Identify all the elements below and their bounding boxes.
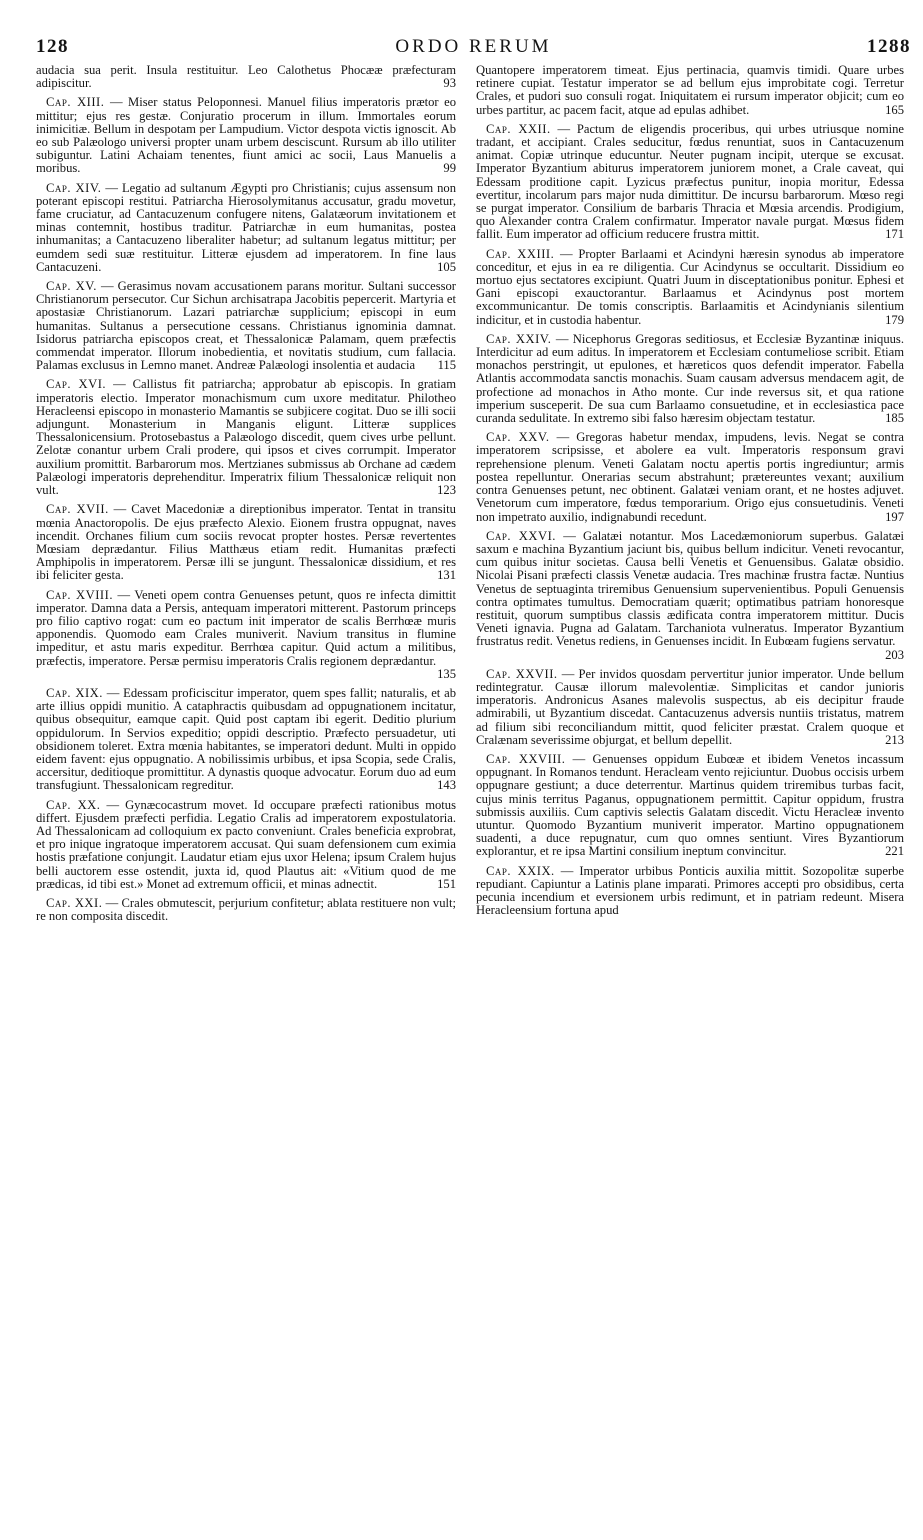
page-number-left: 128 [36, 36, 69, 57]
chapter-label: Cap. XXIII. [486, 246, 555, 261]
chapter-summary: — Gynæcocastrum movet. Id occupare præfecti rationibus motus differt. Ejusdem præfecti perfidia. Legatio Cralis ad imperatorem expostulatoria. Ad Thessalonicam ad colloquium ex pacto conveniunt. Crales beneficia exprobrat, et pro inique ingratoque imperatorem accusat. Qui suam defensionem cum eximia hostis præfatione conjungit. Laudatur etiam ejus uxor Helena; ipsum Cralem hujus belli auctorem esse ostendit, juxta id, quod Plautus ait: «Vitium quod de me prædicas, id tibi est.» Monet ad extremum officii, et minas adnectit. [36, 797, 456, 891]
chapter-entry [36, 64, 456, 90]
chapter-summary: — Callistus fit patriarcha; approbatur ab episcopis. In gratiam imperatoris electio. Imperator monachismum cum uxore meditatur. Philotheo Heracleensi episcopo in monasterio Mamantis se subjicere cogitat. Duo se illi socii adjungunt. Monasterium in Manganis eligunt. Litteræ supplices Thessalonicensium. Protosebastus a Palæologo discedit, quem cives urbe pellunt. Zelotæ conantur urbem Crali prodere, qui ipsos et cives corrumpit. Imperator auxilium promittit. Barbarorum mos. Mertzianes submissus ab Orchane ad cædem Palæologi imperatoris deprehenditur. Imperatrix filium Thessalonicæ reliquit non vult. [36, 377, 456, 498]
chapter-summary: audacia sua perit. Insula restituitur. Leo Calothetus Phocææ præfecturam adipiscitur. [36, 64, 456, 91]
chapter-entry [36, 503, 456, 582]
chapter-entry [476, 248, 904, 327]
page-reference: 99 [443, 161, 456, 176]
chapter-summary: — Propter Barlaami et Acindyni hæresin synodus ab imperatore conceditur, et ejus in ea re diligentia. Cur Acindynus se occultarit. Dissidium eo mortuo ejus sectatores excipiunt. Quatri Juum in disceptationibus ponitur. Ephesi et Gani episcopi exauctorantur. Barlaamus et Acindynus post mortem excommunicantur. De tomis conscriptis. Barlaamitis et Acindynianis silentium indicitur, et in custodia habentur. [476, 246, 904, 327]
chapter-label: Cap. XXVIII. [486, 751, 566, 766]
chapter-entry [476, 753, 904, 859]
page-number-right: 1288 [867, 36, 911, 57]
chapter-entry [36, 378, 456, 497]
page-reference: 221 [885, 844, 904, 859]
chapter-label: Cap. XV. [46, 279, 97, 294]
page-reference: 179 [885, 312, 904, 327]
page-reference: 105 [437, 259, 456, 274]
chapter-summary: — Pactum de eligendis proceribus, qui urbes utriusque nomine tradant, et accipiant. Crales seducitur, fœdus renuntiat, suos in Cantacuzenum animat. Copiæ utrinque educuntur. Neuter pugnam incipit, uterque se excusat. Imperator Byzantium abiturus imperatorem juniorem monet, a Crale caveat, qui Edessam proditione capit. Lyzicus præfectus punitur, inopia moritur, Edessa evertitur, incolarum pars major nuda dimittitur. De incursu barbarorum. Mœso regi se purgat imperator. Consilium de barbaris Thracia et Mœsia arcendis. Prodigium, quo Alexander contra Cralem confirmatur. Imperator navale purgat. Mœsus fidem fallit. Eum imperator ad officium reducere frustra mittit. [476, 121, 904, 242]
chapter-label: Cap. XXIV. [486, 331, 552, 346]
chapter-label: Cap. XXVI. [486, 528, 556, 543]
chapter-summary: — Per invidos quosdam pervertitur junior imperator. Unde bellum redintegratur. Causæ illorum malevolentiæ. Simplicitas et candor junioris imperatoris. Andronicus Asanes malevolis suspectus, ab eis decipitur fraude admirabili, ut Byzantium discedat. Cantacuzenus adversis nuntiis tristatus, matrem ad filium sibi reconciliandum mittit, quod feliciter præstat. Cralem quoque et Cralænam severissime objurgat, et bellum depellit. [476, 666, 904, 747]
chapter-summary: — Legatio ad sultanum Ægypti pro Christianis; cujus assensum non poterant episcopi restitui. Patriarcha Hierosolymitanus accusatur, gradu movetur, fame cruciatur, ad Cantacuzenum confugere nitens, Galatæorum invitationem et minas contemnit, hostibus traditur. Patriarchæ in eum humanitas, postea inhumanitas; a Cantacuzeno liberaliter habetur; ad sultanum legatus mittitur; per eumdem sedi suæ restituitur. Litteræ ejusdem ad imperatorem. In fine laus Cantacuzeni. [36, 180, 456, 274]
chapter-summary: — Galatæi notantur. Mos Lacedæmoniorum superbus. Galatæi saxum e machina Byzantium jaciunt bis, quibus bellum indicitur. Veneti revocantur, cum quibus initur societas. Causa belli Venetis et Genuensibus. Galatæ obsidio. Nicolai Pisani præfecti classis Venetæ audacia. Tres machinæ frustra factæ. Nuntius Venetus de septuaginta triremibus Genuensium supervenientibus. Populi Genuensis contra optimates tumultus. Democratiam quærit; optimatibus patriam honoresque restituit, quorum sumptibus classis ædificata contra imperatorem mittitur. Ducis Veneti ignavia. Pugna ad Galatam. Tarchaniota vulneratus. Imperator Byzantium frustratus redit. Venetus rediens, in Genuenses incidit. In Eubœam fugiens servatur. [476, 528, 904, 649]
chapter-summary: — Gregoras habetur mendax, impudens, levis. Negat se contra imperatorem scripsisse, et abolere ea vult. Imperatoris responsum gravi reprehensione plenum. Veneti Galatam noctu apertis portis ingrediuntur; armis postea repelluntur. Onerarias secum abstrahunt; prætereuntes vexant; auxilium contra Genuenses petunt, nec obtinent. Galatæi veniam orant, et ne hostes adjuvet. Venetorum cum imperatore, fœdus temporarium. Origo ejus consuetudinis. Veneti non impetrato auxilio, indignabundi recedunt. [476, 430, 904, 524]
chapter-summary: — Nicephorus Gregoras seditiosus, et Ecclesiæ Byzantinæ iniquus. Interdicitur ad eum aditus. In imperatorem et Ecclesiam contumeliose scribit. Etiam monachos perstringit, ut epulones, et hæreticos quos defendit imperator. Fabella Atlantis accommodata sanctis monachis. Suam causam adversus mendacem agit, de profectione ad monachos in Atho monte. Cur inde reversus sit, et qua ratione imperium susceperit. De sua cum Barlaamo consuetudine, et in ecclesiastica pace curanda sedulitate. In extremo sibi falso hæresim objectam testatur. [476, 331, 904, 426]
chapter-label: Cap. XVII. [46, 502, 109, 517]
chapter-summary: — Cavet Macedoniæ a direptionibus imperator. Tentat in transitu mœnia Anactoropolis. De ejus præfecto Alexio. Eionem frustra oppugnat, naves incendit. Orchanes filium cum sociis revocat propter hostes. Persæ revertentes Mœsiam deprædantur. Filius Matthæus etiam redit. Humanitas præfecti Amphipolis in imperatorem. Persæ illi se jungunt. Thessalonicæ dissidium, et res ibi feliciter gesta. [36, 502, 456, 583]
chapter-label: Cap. XXII. [486, 121, 551, 136]
chapter-entry [36, 589, 456, 681]
chapter-summary: — Edessam proficiscitur imperator, quem spes fallit; naturalis, et ab arte illius oppidi munitio. A cataphractis quibusdam ad oppugnationem incitatur, quibus obsequitur, eamque capit. Quid post captam ibi egerit. Deditio plurium oppidulorum. In Servios expeditio; oppidi descriptio. Præfecto persuadetur, uti obsidionem toleret. Extra mœnia habitantes, se imperatori dedunt. Multi in oppido eidem favent: ejus oppugnatio. A nobilissimis urbibus, et ipsa Scopia, sede Cralis, accersitur, deditioque promittitur. A dynastis quoque advocatur. Eorum duo ad eum transfugiunt. Thessalonicam regreditur. [36, 685, 456, 793]
chapter-summary: — Miser status Peloponnesi. Manuel filius imperatoris prætor eo mittitur; ejus res gestæ. Conjuratio procerum in illum. Immortales eorum inimicitiæ. Bellum in despotam per Lampudium. Victor despota victis ignoscit. Ab eo sub Palæologo universi propter unam urbem desciscunt. Rursum ab illo utiliter subiguntur. Latini Achaiam tenentes, fiunt amici ac socii, Laus Manuelis a moribus. [36, 95, 456, 176]
page-reference: 131 [437, 568, 456, 583]
right-column [476, 64, 904, 1524]
chapter-entry [36, 96, 456, 175]
page-reference: 123 [437, 483, 456, 498]
chapter-entry [476, 865, 904, 918]
chapter-summary: — Genuenses oppidum Eubœæ et ibidem Venetos incassum oppugnant. In Romanos tendunt. Heracleam vento rejiciuntur. Duobus occisis urbem oppugnare gestiunt; a duce deterrentur. Martinus quidem triremibus turbas facit, cujus minis territus Paganus, oppugnationem permittit. Capitur oppidum, frustra submissis auxiliis. Cum captivis selectis Galatam discedit. Victu Heracleæ invento utuntur. Quomodo Byzantium muniverit imperator. Martino oppugnationem suadenti, a duce repugnatur, cum quo omnes sentiunt. Vires Byzantiorum explorantur, et re ipsa Martini consilium ineptum convincitur. [476, 751, 904, 859]
chapter-entry [476, 123, 904, 242]
page-reference: 143 [437, 778, 456, 793]
chapter-entry [36, 687, 456, 793]
chapter-summary: — Imperator urbibus Ponticis auxilia mittit. Sozopolitæ superbe repudiant. Capiuntur a Latinis plane imparati. Primores accepti pro obsidibus, certa pecunia incendium et eversionem urbis redimunt, et in patriam redeunt. Misera Heracleensium fortuna apud [476, 863, 904, 918]
chapter-label: Cap. XXV. [486, 430, 550, 445]
chapter-entry [476, 668, 904, 747]
chapter-label: Cap. XIX. [46, 685, 103, 700]
chapter-label: Cap. XXIX. [486, 863, 555, 878]
chapter-label: Cap. XIV. [46, 180, 102, 195]
chapter-label: Cap. XVIII. [46, 587, 113, 602]
chapter-summary: — Gerasimus novam accusationem parans moritur. Sultani successor Christianorum persecutor. Cur Sichun archisatrapa Jacobitis pepercerit. Martyria et apostasiæ Christianorum. Lazari patriarchæ supplicium; episcopi in eum humanitas. Sultanus a persecutione cessans. Christianus ignominia damnat. Isidorus patriarcha episcopos creat, et Thessalonicæ Palamam, quem præfectis commendat imperator. Illorum inobedientia, et novitatis studium, cum fallacia. Palamas exclusus in Lemno manet. Andreæ Palæologi insolentia et audacia [36, 279, 456, 373]
page-reference: 165 [885, 102, 904, 117]
running-title: ORDO RERUM [395, 36, 552, 57]
chapter-summary: — Crales obmutescit, perjurium confitetur; ablata restituere non vult; re non composita discedit. [36, 895, 456, 924]
chapter-label: Cap. XXVII. [486, 666, 558, 681]
left-column [36, 64, 456, 1524]
page-reference: 135 [437, 666, 456, 681]
chapter-summary: Quantopere imperatorem timeat. Ejus pertinacia, quamvis timidi. Quare urbes retinere cupiat. Testatur imperator se ad bellum ejus improbitate cogi. Terretur Crales, et pudori suo consuli rogat. Iniquitatem ei rursum imperator objicit; cum eo urbes partitur, ac pacem facit, atque ad epulas adhibet. [476, 64, 904, 117]
chapter-label: Cap. XXI. [46, 895, 103, 910]
chapter-label: Cap. XVI. [46, 377, 107, 392]
chapter-entry [36, 799, 456, 891]
chapter-entry [476, 431, 904, 523]
chapter-entry [36, 182, 456, 274]
page-reference: 203 [885, 647, 904, 662]
page-reference: 115 [437, 358, 456, 373]
page-reference: 93 [443, 76, 456, 91]
chapter-label: Cap. XIII. [46, 95, 105, 110]
chapter-entry [36, 897, 456, 923]
chapter-entry [36, 280, 456, 372]
page-reference: 151 [437, 876, 456, 891]
page-reference: 213 [885, 732, 904, 747]
chapter-label: Cap. XX. [46, 797, 101, 812]
page-reference: 185 [885, 411, 904, 426]
chapter-entry [476, 64, 904, 117]
page-header [36, 36, 911, 62]
chapter-entry [476, 333, 904, 425]
page-reference: 197 [885, 509, 904, 524]
page-reference: 171 [885, 227, 904, 242]
chapter-summary: — Veneti opem contra Genuenses petunt, quos re infecta dimittit imperator. Damna data a Persis, antequam imperatori mitterent. Pastorum princeps pro filio captivo rogat: cum eo pactum init imperator de scalis Berrhœæ muris apponendis. Quomodo eam Crales muniverit. Navium transitus in flumine impeditur, et astu maris expeditur. Berrhœa capitur. Quid actum a militibus, præfectis, imperatore. Persæ permisu imperatoris Cralis regionem deprædantur. [36, 587, 456, 668]
chapter-entry [476, 530, 904, 662]
